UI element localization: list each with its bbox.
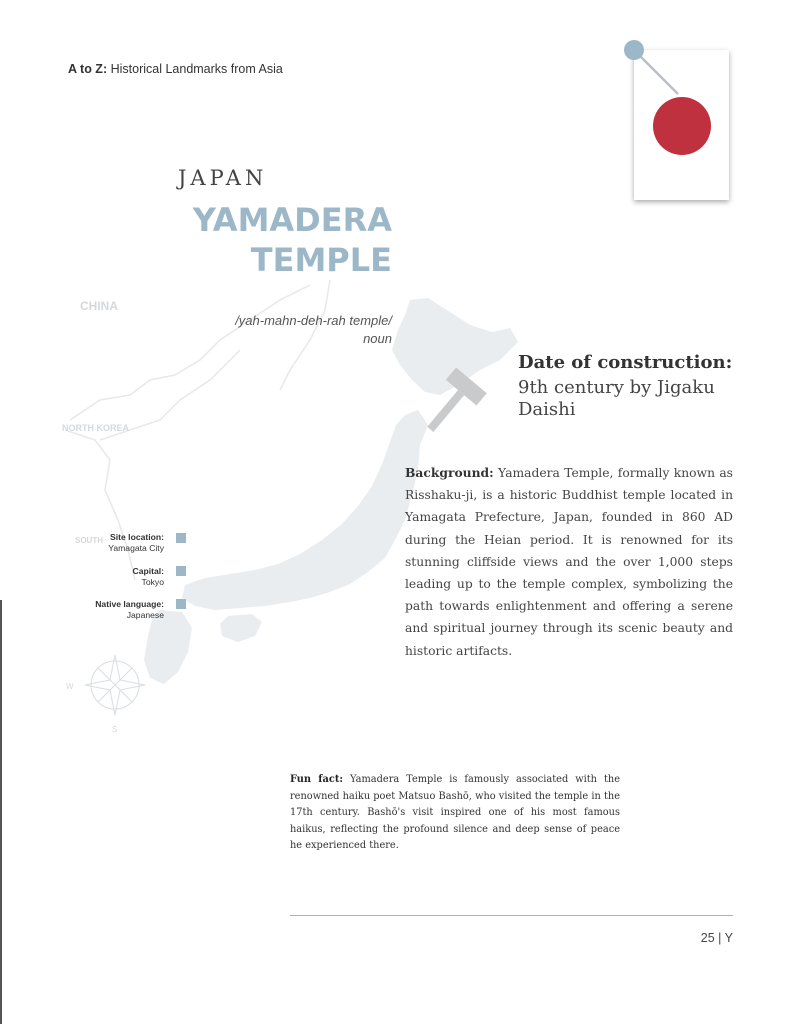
map-label-china: CHINA [80,299,118,313]
fact-value: Yamagata City [108,543,164,553]
fact-label: Capital: [132,566,164,576]
compass-rose-icon [85,655,145,715]
footer-divider [290,915,733,916]
landmark-title-line1: YAMADERA [192,201,392,239]
fact-value: Japanese [126,610,164,620]
fact-site-location [108,532,164,554]
fact-label: Native language: [95,599,164,609]
pronunciation: /yah-mahn-deh-rah temple/ [235,313,392,328]
running-header [68,62,283,76]
date-of-construction-value: 9th century by Jigaku Daishi [518,377,715,420]
fact-label: Site location: [110,532,164,542]
part-of-speech: noun [363,331,392,346]
fact-marker-square [176,533,186,543]
compass-label-w: W [66,682,74,691]
honshu-landmass [182,410,428,610]
fact-value: Tokyo [141,577,164,587]
page-edge-line [0,600,2,1024]
series-name: A to Z: [68,62,108,76]
fun-fact-paragraph [290,772,620,855]
map-label-south: SOUTH [75,536,103,545]
push-pin-icon [620,36,700,106]
series-subtitle: Historical Landmarks from Asia [110,62,283,76]
fun-fact-label: Fun fact: [290,774,343,785]
landmark-title-line2: TEMPLE [250,241,392,279]
page-number: 25 | Y [700,931,733,945]
shikoku-landmass [220,614,262,642]
fact-native-language [95,599,164,621]
date-of-construction-label: Date of construction: [518,352,733,373]
map-label-north-korea: NORTH KOREA [62,423,129,433]
background-label: Background: [405,465,494,480]
kyushu-landmass [144,610,192,684]
country-name: JAPAN [178,166,268,190]
background-text: Yamadera Temple, formally known as Risshaku-ji, is a historic Buddhist temple located in Yamagata Prefecture, Japan, founded in 860 AD during the Heian period. It is renowned for its stunning cliffside views and the over 1,000 steps leading up to the temple complex, symbolizing the path towards enlightenment and offering a serene and spiritual journey through its scenic beauty and historic artifacts. [405,466,733,658]
fact-marker-square [176,599,186,609]
fact-capital [132,566,164,588]
fun-fact-text: Yamadera Temple is famously associated with the renowned haiku poet Matsuo Bashō, who visited the temple in the 17th century. Bashō's visit inspired one of his most famous haikus, reflecting the profound silence and deep sense of peace he experienced there. [290,774,620,852]
background-paragraph [405,462,733,662]
compass-label-s: S [112,725,118,734]
fact-marker-square [176,566,186,576]
